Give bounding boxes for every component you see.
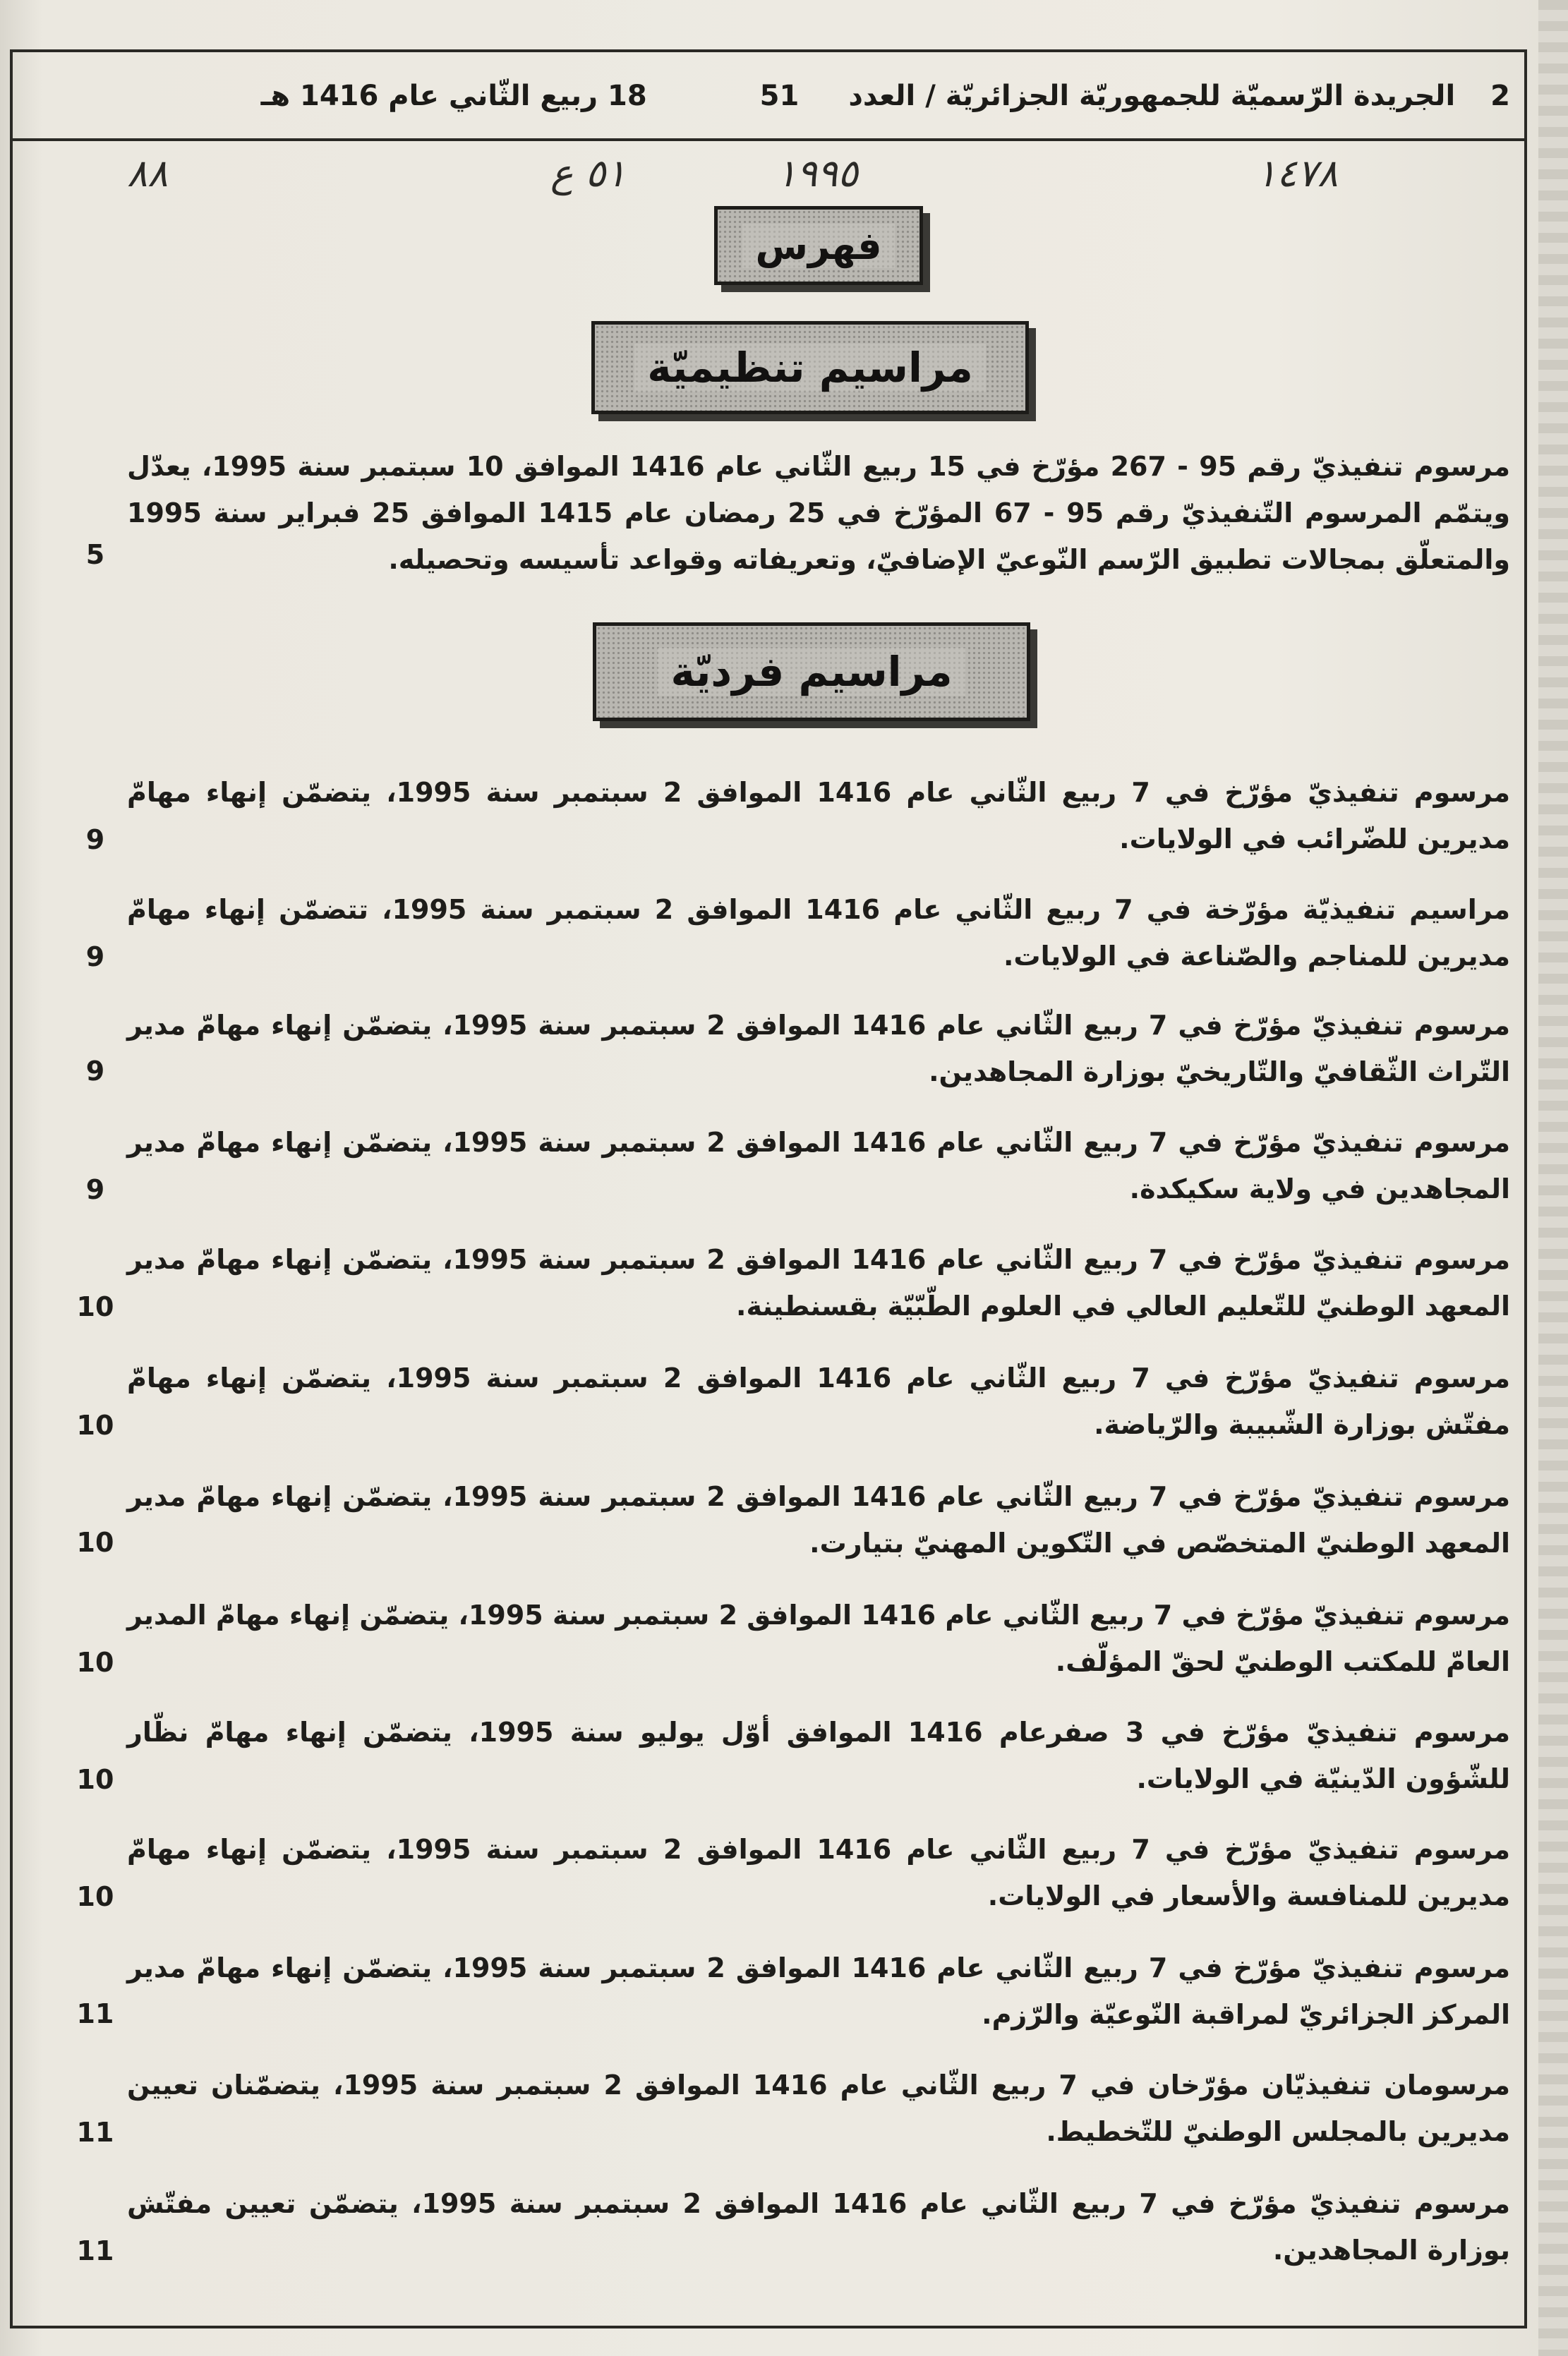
list-item [127, 1945, 1510, 2038]
page-header [42, 68, 1510, 124]
header-issue-number: 51 [759, 80, 800, 112]
entry-page-number: 10 [76, 1647, 114, 1678]
handwritten-year: ١٩٩٥ [776, 151, 859, 195]
entry-page-number: 10 [76, 1527, 114, 1558]
entry-page-number: 10 [76, 1881, 114, 1912]
entry-page-number: 9 [85, 1056, 105, 1087]
list-item [127, 2062, 1510, 2155]
entry-text: مرسوم تنفيذيّ مؤرّخ في 7 ربيع الثّاني عام 1416 الموافق 2 سبتمبر سنة 1995، يتضمّن إنهاء مهامّ مدير المعهد الوطنيّ المتخصّص في التّكوين المهنيّ بتيارت. [127, 1481, 1511, 1559]
entry-page-number: 10 [76, 1410, 114, 1441]
header-page-number: 2 [1490, 80, 1510, 112]
handwritten-number: ٥١ ع [550, 151, 627, 195]
header-title: الجريدة الرّسميّة للجمهوريّة الجزائريّة / العدد [848, 80, 1456, 112]
list-item [127, 1709, 1510, 1802]
entry-text: مرسوم تنفيذيّ مؤرّخ في 7 ربيع الثّاني عام 1416 الموافق 2 سبتمبر سنة 1995، يتضمّن إنهاء مهامّ مدير المركز الجزائريّ لمراقبة النّوعيّة والرّزم. [127, 1952, 1511, 2030]
entry-page-number: 9 [85, 824, 105, 855]
entry-text: مرسوم تنفيذيّ مؤرّخ في 7 ربيع الثّاني عام 1416 الموافق 2 سبتمبر سنة 1995، يتضمّن إنهاء مهامّ مدير المعهد الوطنيّ للتّعليم العالي في العلوم الطّبّيّة بقسنطينة. [127, 1244, 1511, 1322]
list-item [127, 1826, 1510, 1919]
individual-title-box [593, 622, 1030, 721]
regulatory-title: مراسيم تنظيميّة [634, 344, 986, 392]
entry-text: مرسوم تنفيذيّ مؤرّخ في 7 ربيع الثّاني عام 1416 الموافق 2 سبتمبر سنة 1995، يتضمّن إنهاء مهامّ مديرين للضّرائب في الولايات. [127, 777, 1510, 854]
entry-text: مرسوم تنفيذيّ مؤرّخ في 7 ربيع الثّاني عام 1416 الموافق 2 سبتمبر سنة 1995، يتضمّن إنهاء مهامّ مفتّش بوزارة الشّبيبة والرّياضة. [127, 1363, 1510, 1440]
list-item [127, 1592, 1510, 1685]
entry-text: مرسوم تنفيذيّ مؤرّخ في 7 ربيع الثّاني عام 1416 الموافق 2 سبتمبر سنة 1995، يتضمّن إنهاء مهامّ مديرين للمنافسة والأسعار في الولايات. [127, 1834, 1510, 1911]
index-title-box [714, 206, 923, 285]
entry-page-number: 10 [76, 1764, 114, 1795]
entry-text: مرسوم تنفيذيّ مؤرّخ في 3 صفرعام 1416 الموافق أوّل يوليو سنة 1995، يتضمّن إنهاء مهامّ نظّار للشّؤون الدّينيّة في الولايات. [127, 1717, 1510, 1794]
list-item [127, 886, 1510, 979]
regulatory-title-box [591, 321, 1029, 414]
entry-text: مرسوم تنفيذيّ رقم 95 - 267 مؤرّخ في 15 ربيع الثّاني عام 1416 الموافق 10 سبتمبر سنة 1995، يعدّل ويتمّم المرسوم التّنفيذيّ رقم 95 - 67 المؤرّخ في 25 رمضان عام 1415 الموافق 25 فبراير سنة 1995 والمتعلّق بمجالات تطبيق الرّسم النّوعيّ الإضافيّ، وتعريفاته وقواعد تأسيسه وتحصيله. [127, 451, 1510, 575]
entry-text: مرسوم تنفيذيّ مؤرّخ في 7 ربيع الثّاني عام 1416 الموافق 2 سبتمبر سنة 1995، يتضمّن إنهاء مهامّ المدير العامّ للمكتب الوطنيّ لحقّ المؤلّف. [127, 1600, 1510, 1677]
entry-text: مرسوم تنفيذيّ مؤرّخ في 7 ربيع الثّاني عام 1416 الموافق 2 سبتمبر سنة 1995، يتضمّن إنهاء مهامّ مدير المجاهدين في ولاية سكيكدة. [127, 1127, 1511, 1204]
handwritten-mark-left: ٨٨ [127, 151, 169, 195]
entry-text: مرسوم تنفيذيّ مؤرّخ في 7 ربيع الثّاني عام 1416 الموافق 2 سبتمبر سنة 1995، يتضمّن إنهاء مهامّ مدير التّراث الثّقافيّ والتّاريخيّ بوزارة المجاهدين. [127, 1010, 1511, 1087]
entry-text: مراسيم تنفيذيّة مؤرّخة في 7 ربيع الثّاني عام 1416 الموافق 2 سبتمبر سنة 1995، تتضمّن إنهاء مهامّ مديرين للمناجم والصّناعة في الولايات. [127, 894, 1510, 972]
entry-text: مرسومان تنفيذيّان مؤرّخان في 7 ربيع الثّاني عام 1416 الموافق 2 سبتمبر سنة 1995، يتضمّنان تعيين مديرين بالمجلس الوطنيّ للتّخطيط. [127, 2070, 1511, 2147]
entry-page-number: 11 [76, 1998, 114, 2029]
entry-text: مرسوم تنفيذيّ مؤرّخ في 7 ربيع الثّاني عام 1416 الموافق 2 سبتمبر سنة 1995، يتضمّن تعيين مفتّش بوزارة المجاهدين. [127, 2188, 1510, 2266]
list-item [127, 2180, 1510, 2273]
individual-title: مراسيم فرديّة [658, 648, 965, 696]
list-item [127, 769, 1510, 862]
list-item [127, 1002, 1510, 1095]
list-item [127, 1236, 1510, 1329]
header-rule [10, 138, 1527, 141]
entry-page-number: 5 [85, 539, 105, 570]
entry-page-number: 9 [85, 1174, 105, 1205]
entry-page-number: 10 [76, 1291, 114, 1322]
header-date: 18 ربيع الثّاني عام 1416 هـ [260, 80, 647, 112]
list-item [127, 1355, 1510, 1448]
entry-page-number: 9 [85, 941, 105, 972]
list-item [127, 1473, 1510, 1566]
entry-page-number: 11 [76, 2235, 114, 2266]
entry-page-number: 11 [76, 2117, 114, 2148]
regulatory-entry [127, 443, 1510, 583]
list-item [127, 1119, 1510, 1212]
index-title: فهرس [742, 224, 894, 268]
handwritten-mark-right: ١٤٧٨ [1256, 151, 1339, 195]
scan-edge [1538, 0, 1568, 2356]
